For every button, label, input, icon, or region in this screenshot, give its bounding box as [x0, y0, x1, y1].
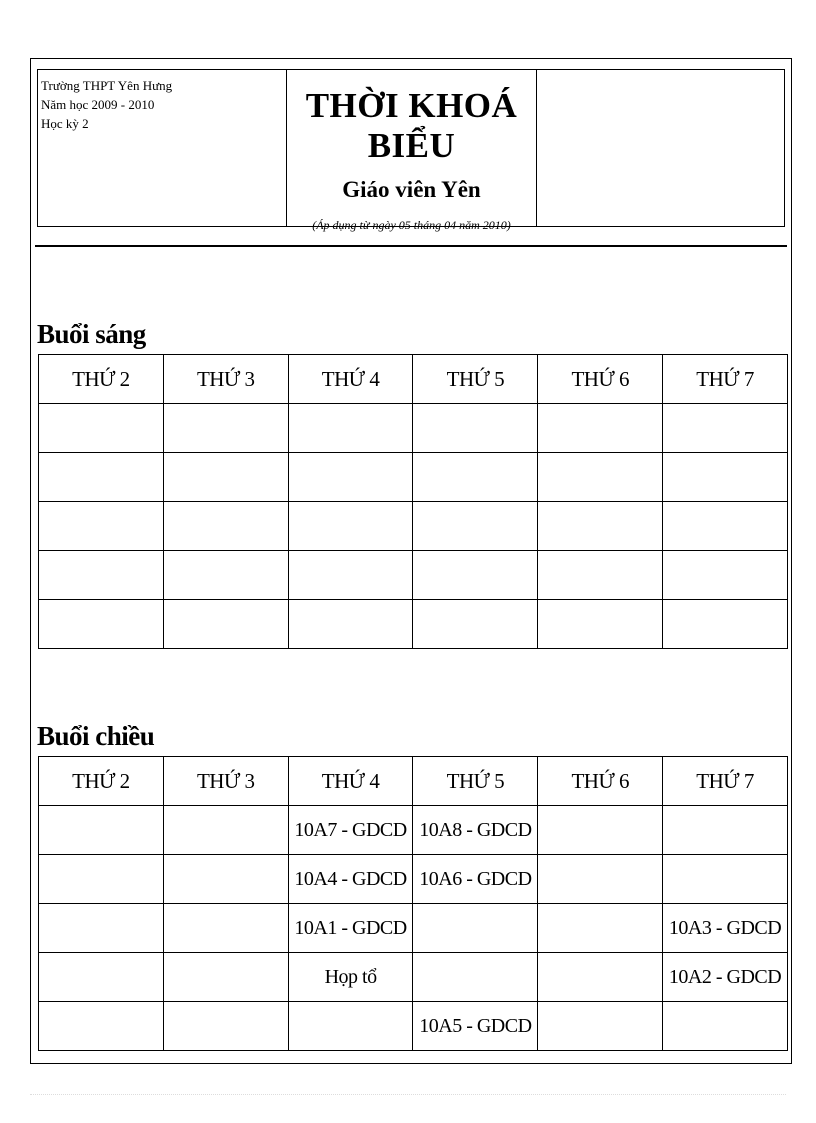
table-row: [39, 806, 788, 855]
period-cell: [663, 1002, 788, 1051]
period-cell: [163, 404, 288, 453]
day-header: THỨ 5: [413, 355, 538, 404]
period-cell: 10A8 - GDCD: [413, 806, 538, 855]
period-cell: 10A4 - GDCD: [288, 855, 413, 904]
period-cell: 10A5 - GDCD: [413, 1002, 538, 1051]
period-cell: [288, 404, 413, 453]
period-cell: [288, 1002, 413, 1051]
table-row: [39, 600, 788, 649]
title-block: [287, 70, 537, 232]
period-cell: [538, 404, 663, 453]
afternoon-section-title: Buổi chiều: [37, 721, 155, 751]
day-header: THỨ 4: [288, 757, 413, 806]
day-header: THỨ 2: [39, 355, 164, 404]
period-cell: [163, 904, 288, 953]
period-cell: [413, 551, 538, 600]
period-cell: [413, 904, 538, 953]
period-cell: [288, 502, 413, 551]
period-cell: 10A6 - GDCD: [413, 855, 538, 904]
period-cell: [39, 953, 164, 1002]
period-cell: [163, 1002, 288, 1051]
period-cell: [288, 551, 413, 600]
period-cell: [163, 502, 288, 551]
period-cell: [538, 551, 663, 600]
table-row: [39, 502, 788, 551]
day-header: THỨ 4: [288, 355, 413, 404]
day-header: THỨ 3: [163, 355, 288, 404]
day-header: THỨ 5: [413, 757, 538, 806]
day-header: THỨ 6: [538, 757, 663, 806]
period-cell: [163, 953, 288, 1002]
period-cell: [538, 806, 663, 855]
table-row: [39, 953, 788, 1002]
day-header: THỨ 7: [663, 355, 788, 404]
morning-section-title: Buổi sáng: [37, 319, 146, 349]
timetable-page: [30, 58, 792, 1064]
period-cell: [39, 904, 164, 953]
period-cell: [663, 404, 788, 453]
period-cell: [538, 953, 663, 1002]
table-row: [39, 1002, 788, 1051]
period-cell: [538, 502, 663, 551]
period-cell: [663, 855, 788, 904]
period-cell: [163, 855, 288, 904]
period-cell: [413, 600, 538, 649]
period-cell: [413, 953, 538, 1002]
period-cell: [538, 453, 663, 502]
period-cell: [39, 404, 164, 453]
period-cell: [39, 855, 164, 904]
afternoon-table: [38, 756, 788, 1051]
period-cell: [413, 453, 538, 502]
period-cell: [663, 453, 788, 502]
period-cell: [663, 806, 788, 855]
period-cell: 10A3 - GDCD: [663, 904, 788, 953]
morning-header-row: [39, 355, 788, 404]
table-row: [39, 904, 788, 953]
table-row: [39, 551, 788, 600]
school-year: Năm học 2009 - 2010: [41, 97, 155, 112]
period-cell: [288, 453, 413, 502]
table-row: [39, 855, 788, 904]
applied-note: (Áp dụng từ ngày 05 tháng 04 năm 2010): [312, 218, 511, 232]
period-cell: [39, 453, 164, 502]
teacher-name: Giáo viên Yên: [342, 177, 481, 202]
table-row: [39, 404, 788, 453]
period-cell: [39, 806, 164, 855]
day-header: THỨ 6: [538, 355, 663, 404]
table-row: [39, 453, 788, 502]
period-cell: 10A1 - GDCD: [288, 904, 413, 953]
period-cell: [413, 502, 538, 551]
period-cell: [163, 453, 288, 502]
period-cell: 10A7 - GDCD: [288, 806, 413, 855]
school-info: [38, 70, 287, 226]
morning-table: [38, 354, 788, 649]
period-cell: [538, 904, 663, 953]
period-cell: [39, 551, 164, 600]
period-cell: [413, 404, 538, 453]
period-cell: Họp tổ: [288, 953, 413, 1002]
period-cell: [288, 600, 413, 649]
page-title: THỜI KHOÁ BIỂU: [305, 86, 518, 165]
period-cell: [538, 855, 663, 904]
period-cell: [39, 1002, 164, 1051]
school-name: Trường THPT Yên Hưng: [41, 78, 173, 93]
period-cell: [163, 600, 288, 649]
header-divider: [35, 245, 787, 247]
header-box: [37, 69, 785, 232]
day-header: THỨ 2: [39, 757, 164, 806]
period-cell: [663, 551, 788, 600]
period-cell: [163, 551, 288, 600]
period-cell: [538, 600, 663, 649]
afternoon-header-row: [39, 757, 788, 806]
day-header: THỨ 3: [163, 757, 288, 806]
period-cell: 10A2 - GDCD: [663, 953, 788, 1002]
period-cell: [39, 600, 164, 649]
period-cell: [39, 502, 164, 551]
day-header: THỨ 7: [663, 757, 788, 806]
school-term: Học kỳ 2: [41, 116, 89, 131]
period-cell: [163, 806, 288, 855]
period-cell: [663, 502, 788, 551]
period-cell: [538, 1002, 663, 1051]
header-blank-cell: [537, 70, 784, 226]
page-bottom-divider: [30, 1094, 786, 1095]
period-cell: [663, 600, 788, 649]
